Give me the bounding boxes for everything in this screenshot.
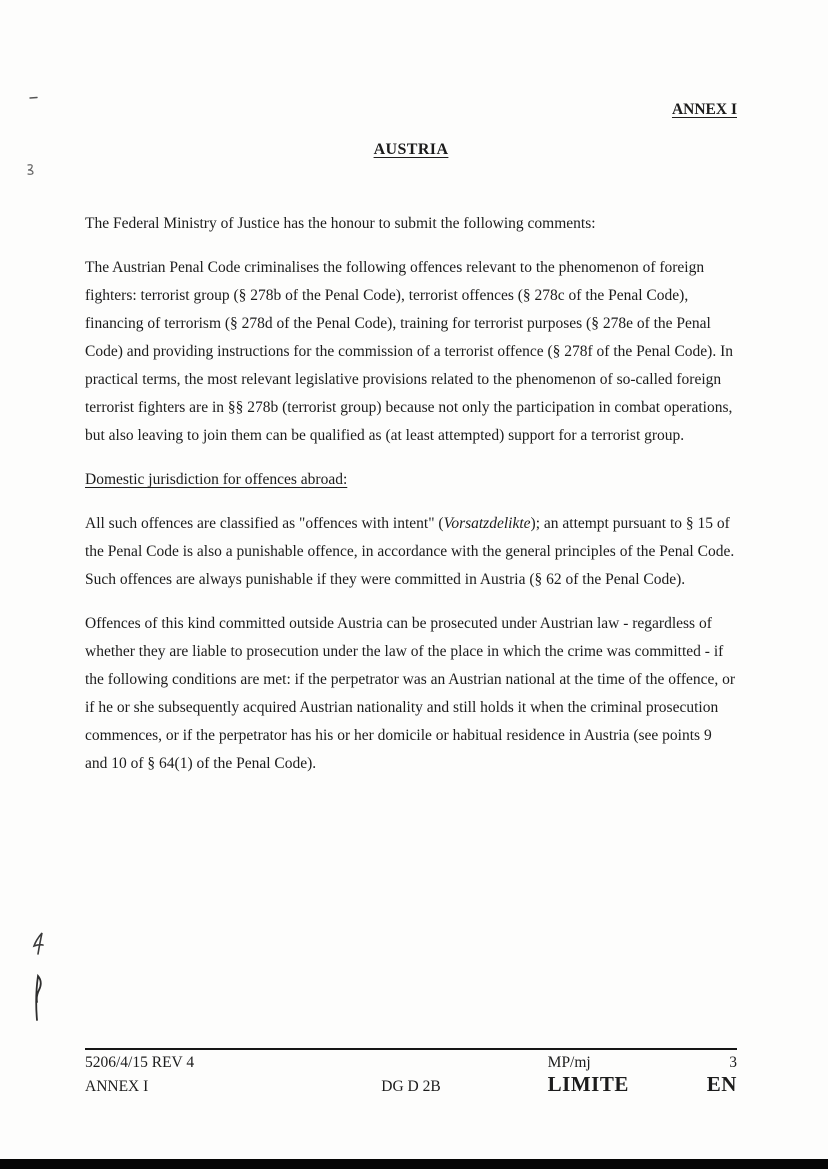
- paragraph-offences: The Austrian Penal Code criminalises the following offences relevant to the phenomenon of foreign fighters: terrorist group (§ 278b of the Penal Code), terrorist offences (§ 278c of the Penal Code), financing of terrorism (§ 278d of the Penal Code), training for terrorist purposes (§ 278e of the Penal Code) and providing instructions for the commission of a terrorist offence (§ 278f of the Penal Code). In practical terms, the most relevant legislative provisions related to the phenomenon of so-called foreign terrorist fighters are in §§ 278b (terrorist group) because not only the participation in combat operations, but also leaving to join them can be qualified as (at least attempted) support for a terrorist group.: [85, 259, 733, 444]
- footer-annex: ANNEX I: [85, 1078, 149, 1095]
- footer-language: EN: [706, 1072, 737, 1096]
- scan-artifact-pen-mark-1: [30, 930, 48, 956]
- paragraph-intro: The Federal Ministry of Justice has the honour to submit the following comments:: [85, 215, 596, 232]
- paragraph-intent: [85, 510, 737, 594]
- page-title: [85, 136, 737, 164]
- section-heading-domestic-jurisdiction: Domestic jurisdiction for offences abroad:: [85, 471, 348, 488]
- document-body: [85, 210, 737, 778]
- footer-right-2: [520, 1072, 737, 1097]
- scan-artifact-dash: [28, 94, 40, 102]
- paragraph-jurisdiction-abroad: Offences of this kind committed outside Austria can be prosecuted under Austrian law - regardless of whether they are liable to prosecution under the law of the place in which the crime was committed - if the following conditions are met: if the perpetrator was an Austrian national at the time of the offence, or if he or she subsequently acquired Austrian nationality and still holds it when the criminal prosecution commences, or if the perpetrator has his or her domicile or habitual residence in Austria (see points 9 and 10 of § 64(1) of the Penal Code).: [85, 615, 736, 772]
- footer-row-1: [85, 1054, 737, 1072]
- scan-artifact-smudge: [25, 162, 37, 176]
- footer-rule: [85, 1048, 737, 1050]
- scan-artifact-pen-mark-2: [28, 972, 48, 1022]
- paragraph-intent-pre: All such offences are classified as "offences with intent" (: [85, 515, 444, 532]
- footer-directorate: DG D 2B: [381, 1078, 441, 1095]
- footer-page-number: 3: [729, 1054, 737, 1071]
- paragraph-intent-post: ); an attempt pursuant to § 15 of the Penal Code is also a punishable offence, in accordance with the general principles of the Penal Code. Such offences are always punishable if they were committed in Austria (§ 62 of the Penal Code).: [85, 515, 735, 588]
- annex-label: [85, 96, 737, 124]
- page-footer: [85, 1048, 737, 1097]
- footer-doc-number: 5206/4/15 REV 4: [85, 1054, 195, 1071]
- footer-row-2: [85, 1072, 737, 1097]
- paragraph-intent-term: Vorsatzdelikte: [443, 515, 531, 532]
- footer-initials: MP/mj: [547, 1054, 591, 1071]
- footer-classification: LIMITE: [547, 1072, 629, 1096]
- footer-right-1: [520, 1054, 737, 1072]
- annex-label-text: ANNEX I: [671, 101, 737, 118]
- page-title-text: AUSTRIA: [373, 141, 449, 158]
- scan-edge-bar: [0, 1159, 828, 1169]
